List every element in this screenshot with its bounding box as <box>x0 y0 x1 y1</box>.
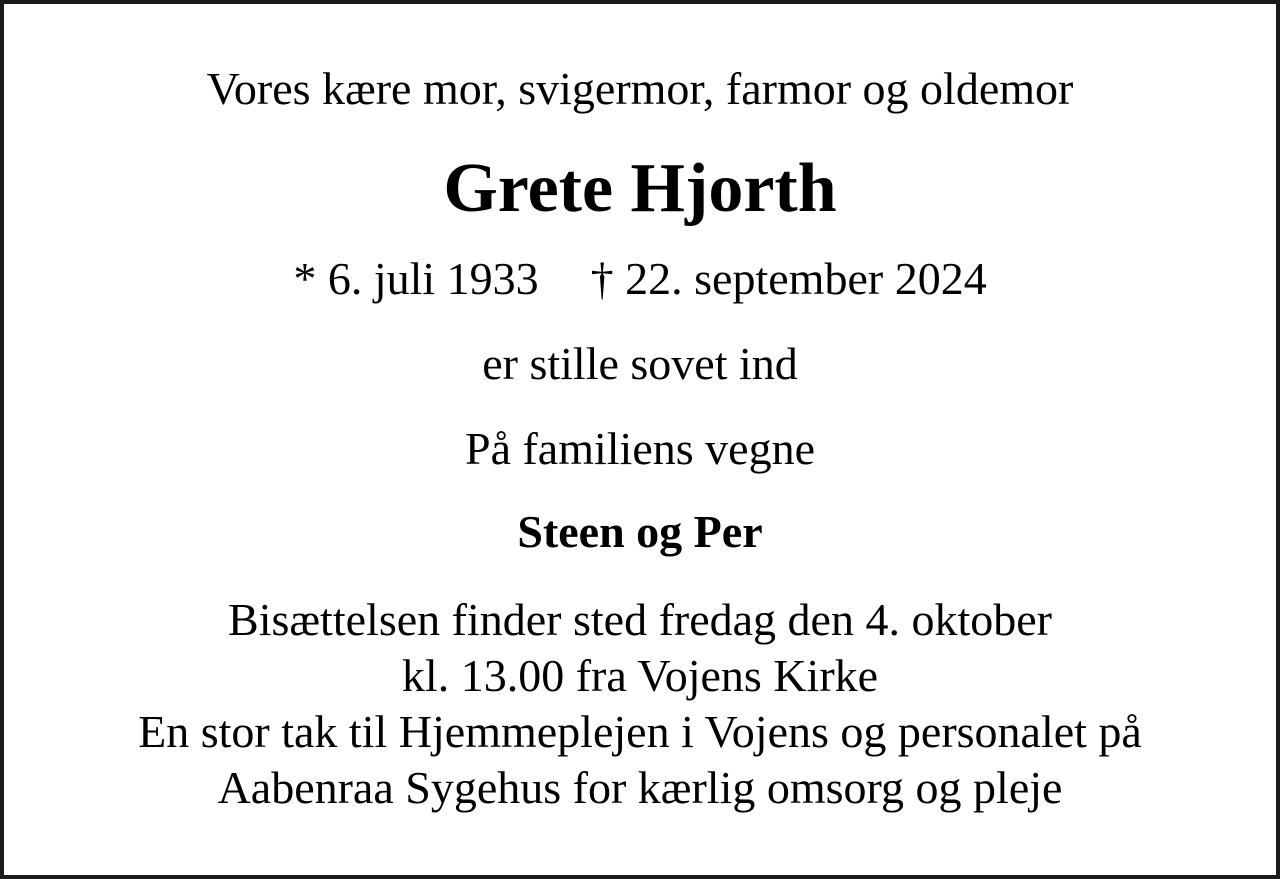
funeral-line: kl. 13.00 fra Vojens Kirke <box>401 650 879 701</box>
on-behalf-line: På familiens vegne <box>464 423 815 474</box>
intro-line: Vores kære mor, svigermor, farmor og oldemor <box>206 63 1074 114</box>
signers: Steen og Per <box>517 506 763 557</box>
thanks-line: Aabenraa Sygehus for kærlig omsorg og pleje <box>217 762 1063 813</box>
life-dates <box>4 253 1276 304</box>
funeral-info <box>4 592 1276 816</box>
death-date: † 22. september 2024 <box>590 253 987 304</box>
funeral-line: Bisættelsen finder sted fredag den 4. oktober <box>228 594 1052 645</box>
birth-date: * 6. juli 1933 <box>293 253 539 304</box>
passed-away-line: er stille sovet ind <box>482 338 798 389</box>
thanks-line: En stor tak til Hjemmeplejen i Vojens og personalet på <box>138 706 1142 757</box>
deceased-name: Grete Hjorth <box>443 150 837 227</box>
